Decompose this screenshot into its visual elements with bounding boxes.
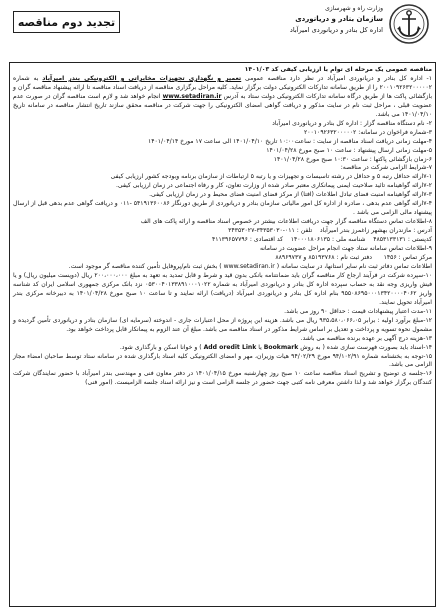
second-renewal-badge: تجدید دوم مناقصه <box>13 11 120 33</box>
clause-8: ۸-اطلاعات تماس دستگاه مناقصه گزار جهت دریافت اطلاعات بیشتر در خصوص اسناد مناقصه و ارائه پاکت های الف <box>140 218 432 226</box>
clause-1-end: انجام خواهد شد و لازم است مناقصه گران در صورت عدم عضویت قبلی ، مراحل ثبت نام در سایت مذکور و دریافت گواهی امضای الکترونیکی را جهت شرکت در مناقصه محقق سازند تاریخ انتشار مناقصه در سامانه تاریخ ۱۴۰۱/۰۴/۱۰ می باشد. <box>13 92 432 118</box>
ministry-name: وزارت راه و شهرسازی <box>325 5 383 12</box>
clause-6: ۶-زمان بازگشائی پاکتها : ساعت ۱۰:۳۰ صبح مورخ ۱۴۰۱/۰۴/۲۸ <box>273 155 432 163</box>
clause-7-2: ۷-۲ارائه گواهینامه تائید صلاحیت ایمنی پیمانکاری معتبر صادر شده از وزارت تعاون، کار و رفاه اجتماعی در زمان ارزیابی کیفی. <box>115 182 432 190</box>
clause-15: ۱۵-توجه به بخشنامه شماره ۹۴/۱۰۲/۹۱ مورخ ۹۴/۰۲/۲۹ هیات وزیران، مهر و امضای الکترونیکی کلیه اسناد بارگذاری شده در سامانه ستاد توسط صاحبان امضاء مجاز الزامی می باشد. <box>13 352 433 369</box>
contact-line-1 <box>13 227 432 236</box>
national-id: شناسه ملی : ۱۴۰۰۰۱۸۰۶۱۳۵ <box>290 236 366 244</box>
clause-13: ۱۳-هزینه درج آگهی بر عهده برنده مناقصه می باشد. <box>300 334 432 342</box>
economic-code: کد اقتصادی : ۴۱۱۳۹۶۵۷۷۹۶ <box>211 236 283 244</box>
clause-1-details: به شماره ۲۰۰۱۰۹۲۶۳۲۰۰۰۰۰۲ را از طریق سامانه تدارکات الکترونیکی دولت برگزار نماید. کلیه مراحل برگزاری مناقصه از دریافت اسناد مناقصه تا ارائه پیشنهاد مناقصه گران و بازگشائی پاکت ها از طریق درگاه سامانه تدارکات الکترونیکی دولت ستاد به آدرس <box>13 74 433 100</box>
clause-14 <box>13 344 432 353</box>
postal-code: کدپستی : ۴۸۵۳۱۳۳۱۳۱ <box>373 236 432 244</box>
clause-1 <box>13 75 432 120</box>
organization-name: سازمان بنادر و دریانوردی <box>295 15 383 23</box>
bookmark-term: Bookmark <box>263 343 299 351</box>
clause-10: ۱۰-سپرده شرکت در فرآیند ارجاع کار مناقصه گران باید ضمانتنامه بانکی بدون قید و شرط و قابل تمدید به تعهد به مبلغ ۲۰۰،۰۰۰،۰۰۰ ریال (دویست میلیون ریال) و یا فیش واریزی وجه نقد به حساب سپرده اداره کل بنادر و دریانوردی امیرآباد به شماره ۰۵۳۰۰۴۰۱۳۳۸۹۱۰۰۰۱۰۲۲ نزد بانک مرکزی جمهوری اسلامی ایران کد شناسه واریز ۹۵۵۰۸۶۹۵۰۰۰۱۳۴۲۰۰۰۰۴۰۶۲ بنام اداره کل بنادر و دریانوردی امیرآباد (دریافت) ارائه نمایند و تا ساعت ۱۰ صبح مورخ ۱۴۰۱/۰۴/۲۸ به دبیرخانه مرکزی بندر امیرآباد تحویل نمایند. <box>13 271 433 306</box>
department-name: اداره کل بنادر و دریانوردی امیرآباد <box>289 26 383 34</box>
clause-4: ۴-مهلت زمانی دریافت اسناد مناقصه از سایت : ساعت۱۰:۰۰ تاریخ ۱۴۰۱/۰۴/۱۰ الی ساعت ۱۷ مورخ ۱۴۰۱/۰۴/۱۴ <box>147 137 432 145</box>
add-link-term: Add oredit Link <box>203 343 257 351</box>
call-center: مرکز تماس : ۱۴۵۶ <box>383 254 432 262</box>
contact-line-3 <box>13 254 432 263</box>
clause-3: ۳-شماره فراخوان در سامانه: ۲۰۰۱۰۹۲۶۳۲۰۰۰۰۰۲ <box>303 128 432 136</box>
org-header <box>163 3 383 36</box>
clause-7-4: ۷-۴ارائه گواهی عدم بدهی ، صادره از اداره کل امور مالیاتی سازمان بنادر و دریانوردی از طریق دورنگار ۵۴۱۹۱۳۶۰۰۸۶ -۰۱۱ و دریافت گواهی عدم بدهی قبل از ارسال پیشنهاد مالی الزامی می باشد . <box>13 200 433 217</box>
anchor-emblem-icon <box>387 2 431 46</box>
contact-address: آدرس : مازندران بهشهر زاغمرز بندر امیرآباد <box>319 227 432 235</box>
clause-7-1: ۷-۱ارائه حداقل رتبه ۵ و حداقل در رشته تاسیسات و تجهیزات و یا رتبه ۵ ارتباطات از سازمان برنامه وبودجه کشور ارزیابی کیفی <box>110 173 432 181</box>
clause-14-start: ۱۴-اسناد باید بصورت فهرست سازی شده ( به روش <box>300 343 432 351</box>
contact-phone: تلفن : ۰۱۱-۳۴۳۵۳۰۳۰-۳۴۳۵۳۰۲۷ <box>228 227 313 235</box>
clause-14-end: ) و خوانا اسکن و بارگذاری شود. <box>119 343 202 351</box>
clause-9: ۹-اطلاعات تماس سامانه ستاد جهت انجام مراحل عضویت در سامانه <box>259 245 432 253</box>
clause-2: ۲- نام دستگاه مناقصه گزار : اداره کل بنادر و دریانوردی امیرآباد <box>272 119 432 127</box>
clause-7: ۷-شرایط الزامی شرکت در مناقصه: <box>340 164 432 172</box>
clause-9-note: اطلاعات تماس دفاتر ثبت نام سایر استانها، در سایت سامانه ( www.setadiran.ir ) بخش ثبت نام/پروفایل تأمین کننده مناقصه گر موجود است. <box>68 262 432 270</box>
clause-7-3: ۷-۳ارائه گواهینامه امنیت فضای تبادل اطلاعات (افتا) از مرکز فضای امنیت فضای محیط و در زمان ارزیابی کیفی. <box>149 191 432 199</box>
setad-link[interactable]: www.setadiran.ir <box>162 92 222 100</box>
clause-11: ۱۱-مدت اعتبار پیشنهادات قیمت : حداقل ۹۰ روز می باشد. <box>284 307 432 315</box>
clause-12: ۱۲-مبلغ برآورد اولیه : برابر ۹۳۵،۵۸۰،۰۶۶،۰۵ ریال می باشد. هزینه این پروژه از محل اعتبارات جاری - اندوخته (سرمایه ای) سازمان بنادر و دریانوردی تأمین گردیده و مشمول نحوه تسویه و پرداخت و تعدیل بر اساس شرایط مذکور در اسناد مناقصه می باشد. مبلغ آن عند الزوم به پیمانکار قابل پرداخت خواهد بود. <box>13 316 432 333</box>
notice-body <box>13 66 432 388</box>
notice-title: مناقصه عمومی یک مرحله ای توام با ارزیابی کیفی کد ۱۴۰۱/۰۳ <box>244 66 432 73</box>
contact-line-2 <box>13 236 432 245</box>
registration-office: دفتر ثبت نام : ۸۵۱۹۳۷۶۸ و ۸۸۹۶۹۷۳۷ <box>275 254 372 262</box>
clause-16: ۱۶-جلسه ی توضیح و تشریح اسناد مناقصه ساعت ۱۰ صبح روز چهارشنبه مورخ ۱۴۰۱/۰۴/۱۵ در دفتر معاون فنی و مهندسی بندر امیرآباد با حضور نمایندگان شرکت کنندگان برگزار خواهد شد و لذا داشتن معرفی نامه کتبی جهت حضور در جلسه الزامی است و نیز ارائه اسناد جلسه الزامیست. (امور فنی) <box>13 370 432 387</box>
clause-1-subject: تعمیر و نگهداری تجهیزات مخابراتی و الکترونیکی بندر امیرآباد <box>42 74 242 82</box>
clause-5: ۵-مهلت زمانی ارسال پیشنهاد : ساعت ۱۰ صبح مورخ ۱۴۰۱/۰۴/۲۸ <box>266 146 432 154</box>
clause-14-or: یا <box>258 343 262 351</box>
clause-1-intro: ۱- اداره کل بنادر و دریانوردی امیرآباد در نظر دارد مناقصه عمومی <box>245 74 432 82</box>
